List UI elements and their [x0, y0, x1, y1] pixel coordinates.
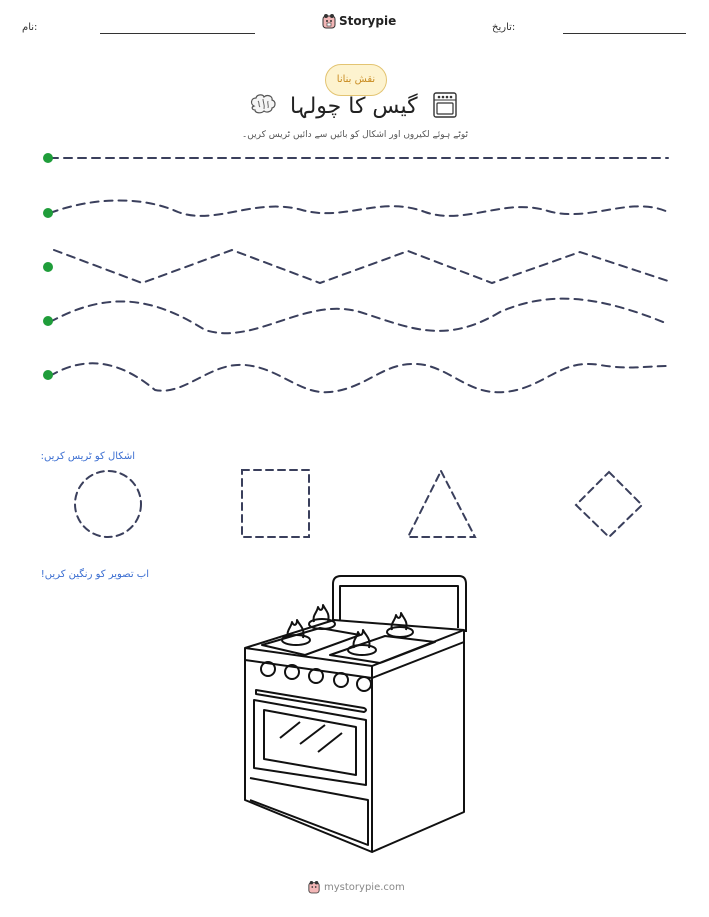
trace-triangle — [408, 471, 475, 537]
storypie-logo-icon — [322, 13, 336, 29]
coloring-heading: اب تصویر کو رنگین کریں! — [40, 569, 149, 580]
storypie-logo-icon — [308, 880, 320, 894]
page-title: گیس کا چولہا — [290, 94, 418, 119]
name-label: نام: — [22, 22, 38, 33]
brain-icon — [248, 92, 278, 118]
start-dot — [43, 316, 53, 326]
tracing-shapes — [0, 462, 709, 544]
start-dot — [43, 370, 53, 380]
date-line[interactable] — [563, 33, 686, 34]
trace-diamond — [576, 472, 642, 537]
brand-name: Storypie — [339, 14, 397, 28]
start-dot — [43, 262, 53, 272]
trace-line-wave-1 — [50, 200, 668, 215]
date-label: تاریخ: — [492, 22, 516, 33]
instructions-text: ٹوٹے ہوئے لکیروں اور اشکال کو بائیں سے دائیں ٹریس کریں۔ — [241, 130, 469, 140]
start-dot — [43, 208, 53, 218]
trace-circle — [75, 471, 141, 537]
footer-url[interactable]: mystorypie.com — [324, 881, 405, 893]
trace-line-wave-2 — [50, 299, 668, 334]
shapes-heading: اشکال کو ٹریس کریں: — [40, 451, 135, 462]
activity-badge: نقش بنانا — [325, 64, 387, 96]
trace-square — [242, 470, 309, 537]
footer — [308, 880, 405, 894]
start-dot — [43, 153, 53, 163]
trace-line-wave-3 — [50, 363, 670, 392]
gas-stove-illustration — [240, 572, 470, 854]
tracing-lines — [0, 140, 709, 400]
trace-line-zigzag — [54, 250, 668, 283]
name-line[interactable] — [100, 33, 255, 34]
brand-logo — [322, 13, 396, 29]
stove-icon — [432, 91, 458, 119]
